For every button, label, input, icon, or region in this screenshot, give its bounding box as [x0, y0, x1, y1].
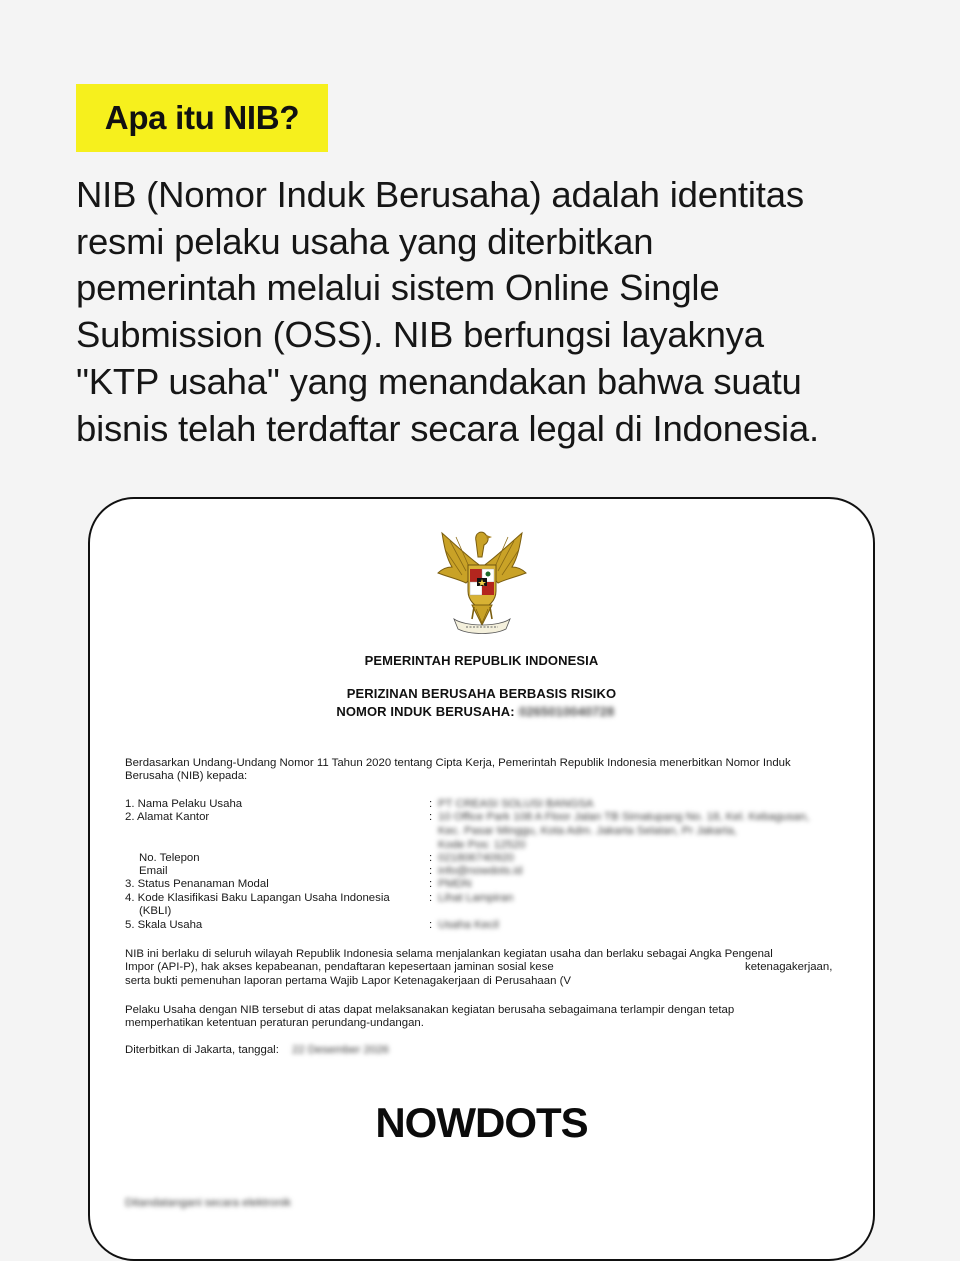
- field-value-kbli-redacted: Lihat Lampiran: [438, 892, 514, 904]
- closing-line: Pelaku Usaha dengan NIB tersebut di atas dapat melaksanakan kegiatan berusaha sebagaimana terlampir dengan tetap: [125, 1004, 735, 1016]
- field-value-alamat-redacted: Kec. Pasar Minggu, Kota Adm. Jakarta Selatan, Pr Jakarta,: [438, 825, 737, 837]
- field-colon: :: [429, 878, 433, 890]
- field-value-skala-redacted: Usaha Kecil: [438, 919, 499, 931]
- intro-line: Submission (OSS). NIB berfungsi layaknya: [76, 314, 764, 356]
- intro-line: NIB (Nomor Induk Berusaha) adalah identitas: [76, 174, 804, 215]
- field-colon: :: [429, 798, 433, 810]
- field-label-kbli: (KBLI): [139, 905, 172, 917]
- nib-label: NOMOR INDUK BERUSAHA:: [336, 704, 515, 719]
- field-label-telepon: No. Telepon: [139, 852, 200, 864]
- validity-line: Impor (API-P), hak akses kepabeanan, pendaftaran kepesertaan jaminan sosial kese: [125, 961, 554, 973]
- validity-line: serta bukti pemenuhan laporan pertama Wajib Lapor Ketenagakerjaan di Perusahaan (V: [125, 975, 571, 987]
- field-colon: :: [429, 811, 433, 823]
- government-heading: PEMERINTAH REPUBLIK INDONESIA: [364, 653, 599, 668]
- field-colon: :: [429, 865, 433, 877]
- field-label-kbli: 4. Kode Klasifikasi Baku Lapangan Usaha Indonesia: [125, 892, 390, 904]
- validity-line: NIB ini berlaku di seluruh wilayah Republik Indonesia selama menjalankan kegiatan usaha dan berlaku sebagai Angka Pengenal: [125, 948, 773, 960]
- issued-label: Diterbitkan di Jakarta, tanggal:: [125, 1044, 279, 1056]
- field-colon: :: [429, 892, 433, 904]
- nib-value-redacted: 0265010040728: [519, 704, 615, 719]
- field-value-alamat-redacted: Kode Pos: 12520: [438, 839, 526, 851]
- field-value-status-redacted: PMDN: [438, 878, 472, 890]
- field-colon: :: [429, 919, 433, 931]
- license-title: PERIZINAN BERUSAHA BERBASIS RISIKO: [346, 686, 617, 701]
- field-value-email-redacted: info@nowdots.id: [438, 865, 523, 877]
- topic-tag-label: Apa itu NIB?: [104, 99, 300, 136]
- intro-line: resmi pelaku usaha yang diterbitkan: [76, 220, 654, 262]
- garuda-emblem-icon: [432, 527, 532, 635]
- intro-line: bisnis telah terdaftar secara legal di Indonesia.: [76, 407, 819, 449]
- field-value-alamat-redacted: 10 Office Park 108 A Floor Jalan TB Simatupang No. 18, Kel. Kebagusan,: [438, 811, 810, 823]
- field-label-alamat: 2. Alamat Kantor: [125, 811, 210, 823]
- intro-paragraph: [76, 172, 916, 452]
- topic-tag: [76, 84, 328, 152]
- intro-line: pemerintah melalui sistem Online Single: [76, 267, 720, 309]
- field-label-status: 3. Status Penanaman Modal: [125, 878, 269, 890]
- validity-line: ketenagakerjaan,: [745, 961, 833, 973]
- field-value-telepon-redacted: 021806740920: [438, 852, 515, 864]
- nowdots-wordmark: NOWDOTS: [375, 1099, 588, 1146]
- closing-line: memperhatikan ketentuan peraturan perundang-undangan.: [125, 1017, 424, 1029]
- field-label-skala: 5. Skala Usaha: [125, 919, 203, 931]
- field-label-nama: 1. Nama Pelaku Usaha: [125, 798, 243, 810]
- field-value-nama-redacted: PT CREASI SOLUSI BANGSA: [438, 798, 594, 810]
- field-colon: :: [429, 852, 433, 864]
- nib-document-card: [88, 497, 875, 1261]
- signature-note-redacted: Ditandatangani secara elektronik: [125, 1197, 291, 1209]
- preamble-line: Berusaha (NIB) kepada:: [125, 770, 248, 782]
- preamble-line: Berdasarkan Undang-Undang Nomor 11 Tahun 2020 tentang Cipta Kerja, Pemerintah Republik Indonesia menerbitkan Nomor Induk: [125, 757, 791, 769]
- issued-date-redacted: 22 Desember 2026: [292, 1044, 389, 1056]
- field-label-email: Email: [139, 865, 168, 877]
- intro-line: "KTP usaha" yang menandakan bahwa suatu: [76, 360, 802, 402]
- nib-number-line: [90, 704, 873, 719]
